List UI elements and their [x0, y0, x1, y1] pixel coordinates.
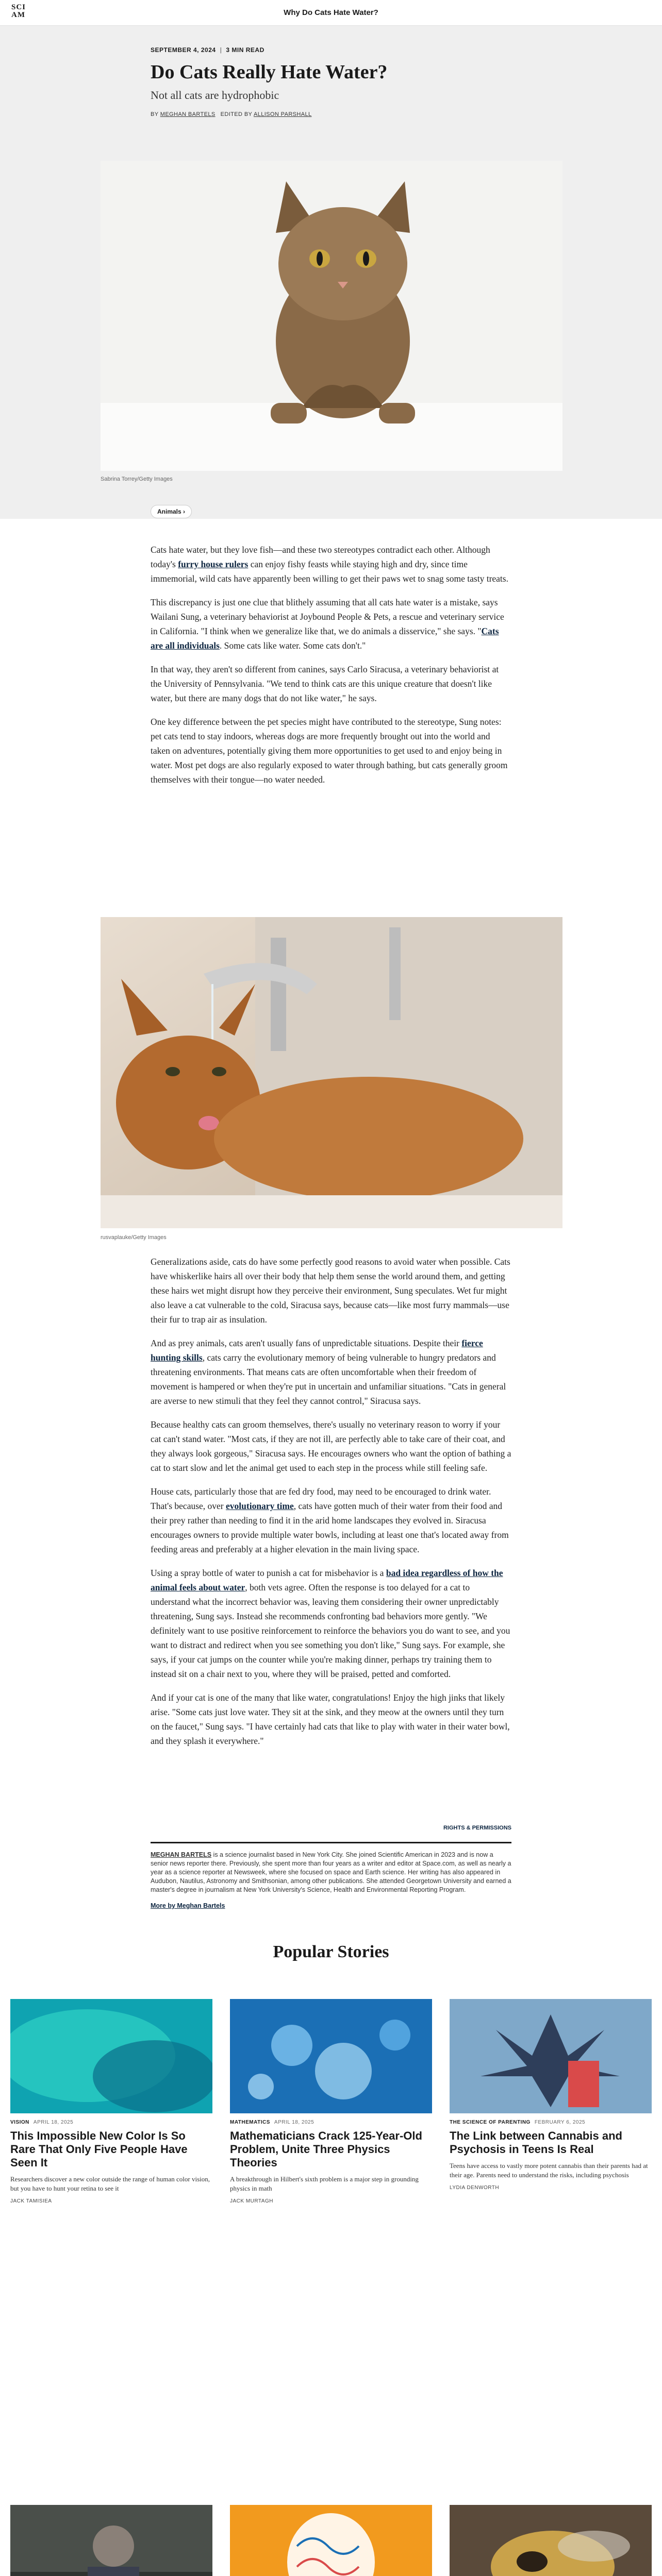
story-image	[450, 2505, 652, 2576]
edited-by-label: EDITED BY	[220, 111, 253, 117]
read-time: 3 MIN READ	[226, 46, 264, 54]
story-date: APRIL 18, 2025	[274, 2120, 315, 2125]
by-label: BY	[151, 111, 159, 117]
story-desc: Researchers discover a new color outside the range of human color vision, but you have to hunt your retina to see it	[10, 2175, 210, 2192]
story-image	[450, 1999, 652, 2113]
story-image	[230, 1999, 432, 2113]
story-card[interactable]	[10, 2505, 212, 2576]
article-subtitle: Not all cats are hydrophobic	[151, 89, 279, 101]
hero-image-credit: Sabrina Torrey/Getty Images	[101, 476, 173, 482]
article-body-part-2	[151, 1255, 511, 1757]
paragraph: Using a spray bottle of water to punish a cat for misbehavior is a bad idea regardless of how the animal feels about water, both vets agree. Often the response is too delayed for a cat to understand what the incorrect behavior was, leaving them considering their owner unpredictably threatening, Sung says. Instead she recommends confronting bad behaviors more gently. "We definitely want to use positive reinforcement to reinforce the behaviors you do want to see, and you want to distract and redirect when you see something you don't like," Sung says. For example, she says, if your cat jumps on the counter while you're making dinner, perhaps try training them to instead sit on a chair next to you, where they will be praised, petted and comforted.	[151, 1568, 510, 1679]
paragraph: One key difference between the pet species might have contributed to the stereotype, Sung notes: pet cats tend to stay indoors, whereas dogs are more frequently brought out into the world and taken on adventures, potentially giving them more opportunities to get used to and enjoy being in water. Most pet dogs are also regularly exposed to water through bathing, but cats generally groom themselves with their tongue—no water needed.	[151, 717, 508, 785]
paragraph: Because healthy cats can groom themselves, there's usually no veterinary reason to worry if your cat can't stand water. "Most cats, if they are not ill, are perfectly able to take care of their coat, and they always look gorgeous," Siracusa says. He encourages owners who want the option of bathing a cat to start slow and let the animal get used to each step in the process while still feeling safe.	[151, 1419, 511, 1473]
author-bio-box	[151, 1842, 511, 1910]
hero-image-wet-cat	[101, 161, 562, 471]
meta-separator: |	[220, 46, 222, 54]
story-card[interactable]	[450, 1999, 652, 2204]
paragraph: In that way, they aren't so different from canines, says Carlo Siracusa, a veterinary behaviorist at the University of Pennsylvania. "We tend to think cats are this unique creature that doesn't like water, but there are many dogs that do not like water," he says.	[151, 664, 499, 703]
story-image	[10, 1999, 212, 2113]
more-by-author-link[interactable]: More by Meghan Bartels	[151, 1902, 225, 1909]
popular-stories-row-2	[10, 2505, 652, 2576]
story-image	[10, 2505, 212, 2576]
story-card[interactable]	[10, 1999, 212, 2204]
story-date: APRIL 18, 2025	[33, 2120, 74, 2125]
story-author: JACK MURTAGH	[230, 2198, 273, 2204]
top-bar	[0, 0, 662, 26]
figure-cat-drinking-faucet	[101, 917, 562, 1228]
story-image	[230, 2505, 432, 2576]
topic-tag-label: Animals	[157, 508, 181, 515]
article-body-part-1	[151, 543, 511, 796]
paragraph: And as prey animals, cats aren't usually fans of unpredictable situations. Despite their fierce hunting skills, cats carry the evolutionary memory of being vulnerable to hungry predators and threatening environments. That means cats are often uncomfortable when their freedom of movement is hampered or when they're put in uncertain and unfamiliar situations. "Cats in general are averse to new stimuli that they feel they cannot control," Siracusa says.	[151, 1338, 506, 1406]
paragraph: Generalizations aside, cats do have some perfectly good reasons to avoid water when possible. Cats have whiskerlike hairs all over their body that help them sense the world around them, and getting these hairs wet might disrupt how they perceive their environment, Sung speculates. Wet fur might also leave a cat vulnerable to the cold, Siracusa says, because cats—like most furry mammals—use their fur to trap air as insulation.	[151, 1257, 510, 1325]
page-title-bar: Why Do Cats Hate Water?	[284, 8, 378, 17]
paragraph: House cats, particularly those that are fed dry food, may need to be encouraged to drink water. That's because, over evolutionary time, cats have gotten much of their water from their food and their prey rather than needing to find it in the arid home landscapes they evolved in. Siracusa encourages owners to provide multiple water bowls, including at least one that's located away from feeding areas and preferably at a higher elevation in the main living space.	[151, 1486, 509, 1554]
story-card[interactable]	[450, 2505, 652, 2576]
article-bylines	[151, 111, 511, 117]
story-category: VISION	[10, 2120, 29, 2125]
rights-permissions-link[interactable]: RIGHTS & PERMISSIONS	[443, 1825, 511, 1831]
story-desc: A breakthrough in Hilbert's sixth problem is a major step in grounding physics in math	[230, 2175, 419, 2192]
chevron-right-icon: ›	[183, 508, 186, 515]
inline-link[interactable]: fierce hunting skills	[151, 1338, 483, 1363]
story-card[interactable]	[230, 1999, 432, 2204]
popular-stories-row-1	[10, 1999, 652, 2204]
story-title[interactable]: Mathematicians Crack 125-Year-Old Problem, Unite Three Physics Theories	[230, 2129, 422, 2169]
story-category: THE SCIENCE OF PARENTING	[450, 2120, 531, 2125]
author-bio-text: is a science journalist based in New York City. She joined Scientific American in 2023 and is now a senior news reporter there. Previously, she spent more than four years as a writer and editor at Space.com, as well as nearly a year as a science reporter at Newsweek, where she focused on space and Earth science. Her writing has also appeared in Audubon, Nautilus, Astronomy and Smithsonian, among other publications. She attended Georgetown University and earned a master's degree in journalism at New York University's Science, Health and Environmental Reporting Program.	[151, 1851, 511, 1893]
article-hero	[0, 26, 662, 519]
site-logo[interactable]: SCI AM	[11, 3, 26, 19]
story-title[interactable]: This Impossible New Color Is So Rare That Only Five People Have Seen It	[10, 2129, 188, 2169]
figure-credit: rusvaplauke/Getty Images	[101, 1234, 167, 1241]
inline-link[interactable]: evolutionary time	[226, 1501, 294, 1511]
paragraph: And if your cat is one of the many that like water, congratulations! Enjoy the high jinks that likely arise. "Some cats just love water. They sit at the sink, and they meow at the owners until they turn on the faucet," Sung says. "I have certainly had cats that like to play with water in their water bowl, and they splash it everywhere."	[151, 1692, 510, 1746]
article-meta	[151, 46, 511, 54]
paragraph: Cats hate water, but they love fish—and these two stereotypes contradict each other. Although today's furry house rulers can enjoy fishy feasts while staying high and dry, since time immemorial, wild cats have apparently been willing to get their paws wet to snag some tasty treats.	[151, 545, 508, 584]
paragraph: This discrepancy is just one clue that blithely assuming that all cats hate water is a mistake, says Wailani Sung, a veterinary behaviorist at Joybound People & Pets, a rescue and veterinary service in California. "I think when we generalize like that, we do animals a disservice," she says. "Cats are all individuals. Some cats like water. Some cats don't."	[151, 597, 504, 651]
story-date: FEBRUARY 6, 2025	[534, 2120, 586, 2125]
popular-stories-heading: Popular Stories	[273, 1942, 389, 1961]
article-title: Do Cats Really Hate Water?	[151, 61, 388, 83]
author-bio-name[interactable]: MEGHAN BARTELS	[151, 1851, 212, 1858]
inline-link[interactable]: Cats are all individuals	[151, 626, 499, 651]
story-title[interactable]: The Link between Cannabis and Psychosis in Teens Is Real	[450, 2129, 622, 2156]
rights-permissions	[151, 1825, 511, 1831]
story-author: LYDIA DENWORTH	[450, 2185, 500, 2191]
story-category: MATHEMATICS	[230, 2120, 270, 2125]
editor-link[interactable]: ALLISON PARSHALL	[253, 111, 312, 117]
story-desc: Teens have access to vastly more potent cannabis than their parents had at their age. Parents need to understand the risks, including psychosis	[450, 2162, 648, 2179]
story-author: JACK TAMISIEA	[10, 2198, 52, 2204]
story-card[interactable]	[230, 2505, 432, 2576]
inline-link[interactable]: bad idea regardless of how the animal feels about water	[151, 1568, 503, 1592]
topic-tag-animals[interactable]	[151, 505, 192, 518]
publish-date: SEPTEMBER 4, 2024	[151, 46, 216, 54]
inline-link[interactable]: furry house rulers	[178, 559, 249, 569]
author-link[interactable]: MEGHAN BARTELS	[160, 111, 216, 117]
